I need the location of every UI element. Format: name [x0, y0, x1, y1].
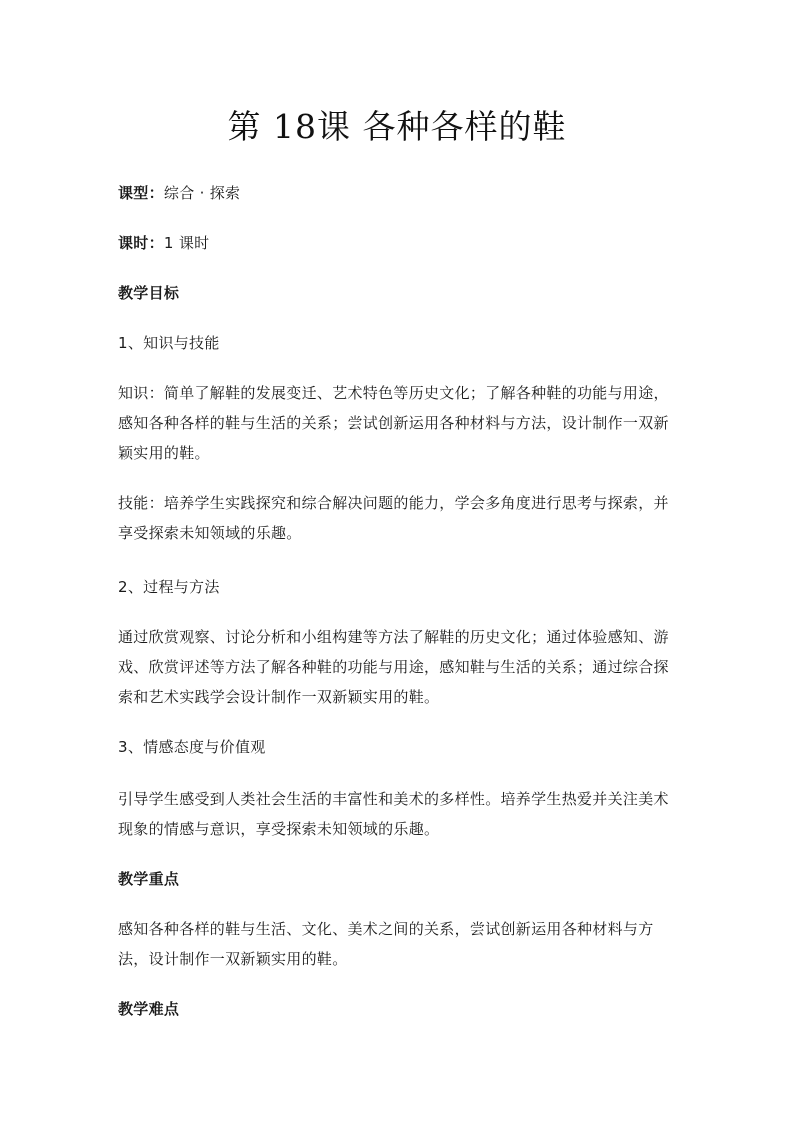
lesson-type-line — [118, 178, 676, 208]
section-3-heading: 3、情感态度与价值观 — [118, 738, 266, 756]
lesson-hours-value: 1 课时 — [163, 234, 210, 252]
section-1-knowledge: 知识：简单了解鞋的发展变迁、艺术特色等历史文化；了解各种鞋的功能与用途，感知各种各样的鞋与生活的关系；尝试创新运用各种材料与方法，设计制作一双新颖实用的鞋。 — [118, 384, 669, 462]
lesson-hours-label: 课时： — [118, 234, 164, 252]
lesson-type-value: 综合 · 探索 — [163, 184, 241, 202]
lesson-type-label: 课型： — [118, 184, 164, 202]
keypoint-heading: 教学重点 — [118, 870, 180, 888]
section-2-body: 通过欣赏观察、讨论分析和小组构建等方法了解鞋的历史文化；通过体验感知、游戏、欣赏评述等方法了解各种鞋的功能与用途，感知鞋与生活的关系；通过综合探索和艺术实践学会设计制作一双新颖实用的鞋。 — [118, 628, 669, 706]
section-1-skill: 技能：培养学生实践探究和综合解决问题的能力，学会多角度进行思考与探索，并享受探索未知领域的乐趣。 — [118, 494, 669, 542]
objectives-heading: 教学目标 — [118, 284, 180, 302]
section-2-heading: 2、过程与方法 — [118, 578, 220, 596]
page-title: 第 18课 各种各样的鞋 — [227, 107, 567, 146]
keypoint-body: 感知各种各样的鞋与生活、文化、美术之间的关系，尝试创新运用各种材料与方法，设计制作一双新颖实用的鞋。 — [118, 920, 654, 968]
section-1-heading: 1、知识与技能 — [118, 334, 220, 352]
difficulty-heading: 教学难点 — [118, 1000, 180, 1018]
section-3-body: 引导学生感受到人类社会生活的丰富性和美术的多样性。培养学生热爱并关注美术现象的情感与意识，享受探索未知领域的乐趣。 — [118, 790, 669, 838]
lesson-hours-line — [118, 228, 676, 258]
